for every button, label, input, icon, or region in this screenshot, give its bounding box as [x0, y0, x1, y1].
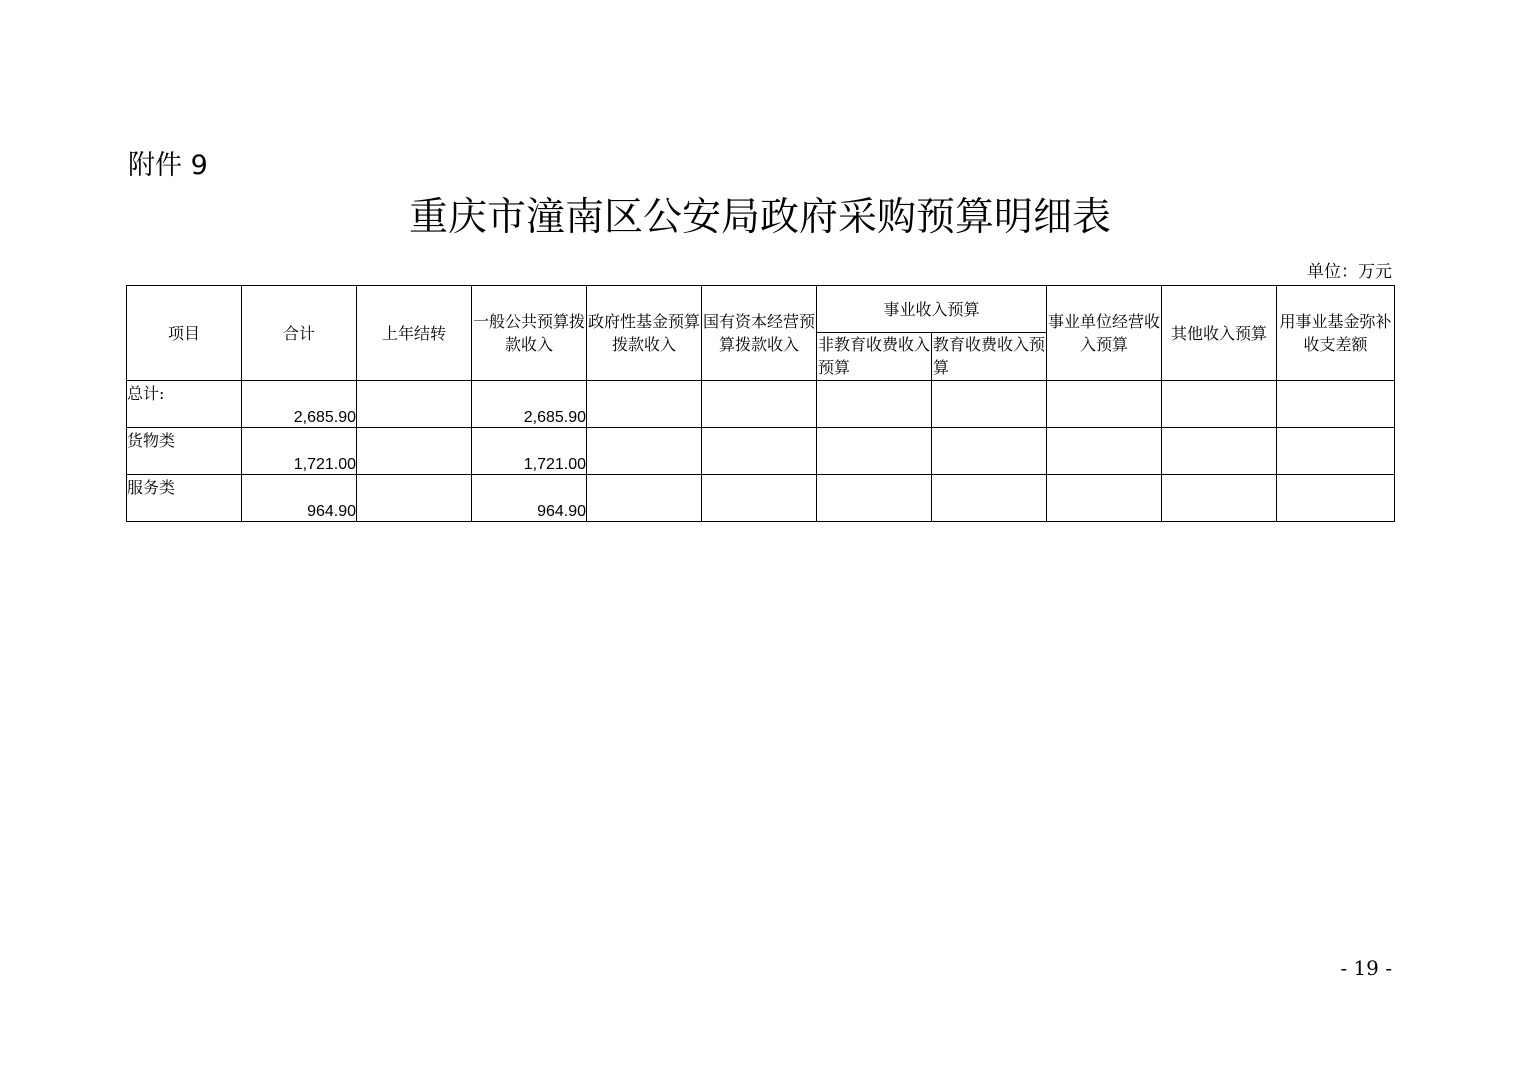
row-label: 服务类 — [127, 475, 242, 522]
table-row — [127, 475, 1395, 522]
cell-edu-fee — [932, 428, 1047, 475]
cell-total: 2,685.90 — [242, 381, 357, 428]
cell-non-edu-fee — [817, 428, 932, 475]
cell-edu-fee — [932, 381, 1047, 428]
budget-table — [126, 285, 1395, 522]
cell-carryover — [357, 428, 472, 475]
header-state-capital: 国有资本经营预算拨款收入 — [702, 286, 817, 381]
unit-label: 单位：万元 — [1307, 262, 1392, 282]
header-total: 合计 — [242, 286, 357, 381]
cell-other-income — [1162, 475, 1277, 522]
row-label: 总计: — [127, 381, 242, 428]
header-non-edu-fee: 非教育收费收入预算 — [817, 333, 932, 381]
page-number: - 19 - — [1340, 956, 1392, 980]
cell-general-public: 2,685.90 — [472, 381, 587, 428]
cell-general-public: 1,721.00 — [472, 428, 587, 475]
cell-business-unit-operating — [1047, 428, 1162, 475]
cell-general-public: 964.90 — [472, 475, 587, 522]
cell-business-unit-operating — [1047, 381, 1162, 428]
cell-other-income — [1162, 381, 1277, 428]
cell-state-capital — [702, 381, 817, 428]
cell-total: 964.90 — [242, 475, 357, 522]
cell-non-edu-fee — [817, 381, 932, 428]
header-business-unit-operating: 事业单位经营收入预算 — [1047, 286, 1162, 381]
row-label: 货物类 — [127, 428, 242, 475]
table-row — [127, 428, 1395, 475]
header-item: 项目 — [127, 286, 242, 381]
cell-gov-fund — [587, 381, 702, 428]
table-row — [127, 381, 1395, 428]
cell-carryover — [357, 475, 472, 522]
cell-business-fund — [1277, 475, 1395, 522]
cell-state-capital — [702, 428, 817, 475]
header-carryover: 上年结转 — [357, 286, 472, 381]
header-row-1 — [127, 286, 1395, 333]
cell-business-fund — [1277, 428, 1395, 475]
attachment-label: 附件 9 — [128, 150, 208, 181]
cell-state-capital — [702, 475, 817, 522]
cell-business-fund — [1277, 381, 1395, 428]
header-gov-fund: 政府性基金预算拨款收入 — [587, 286, 702, 381]
cell-carryover — [357, 381, 472, 428]
cell-business-unit-operating — [1047, 475, 1162, 522]
cell-gov-fund — [587, 428, 702, 475]
header-general-public: 一般公共预算拨款收入 — [472, 286, 587, 381]
cell-total: 1,721.00 — [242, 428, 357, 475]
header-edu-fee: 教育收费收入预算 — [932, 333, 1047, 381]
page-title: 重庆市潼南区公安局政府采购预算明细表 — [408, 195, 1111, 240]
header-other-income: 其他收入预算 — [1162, 286, 1277, 381]
header-business-income: 事业收入预算 — [817, 286, 1047, 333]
cell-other-income — [1162, 428, 1277, 475]
cell-non-edu-fee — [817, 475, 932, 522]
cell-gov-fund — [587, 475, 702, 522]
header-business-fund: 用事业基金弥补收支差额 — [1277, 286, 1395, 381]
cell-edu-fee — [932, 475, 1047, 522]
